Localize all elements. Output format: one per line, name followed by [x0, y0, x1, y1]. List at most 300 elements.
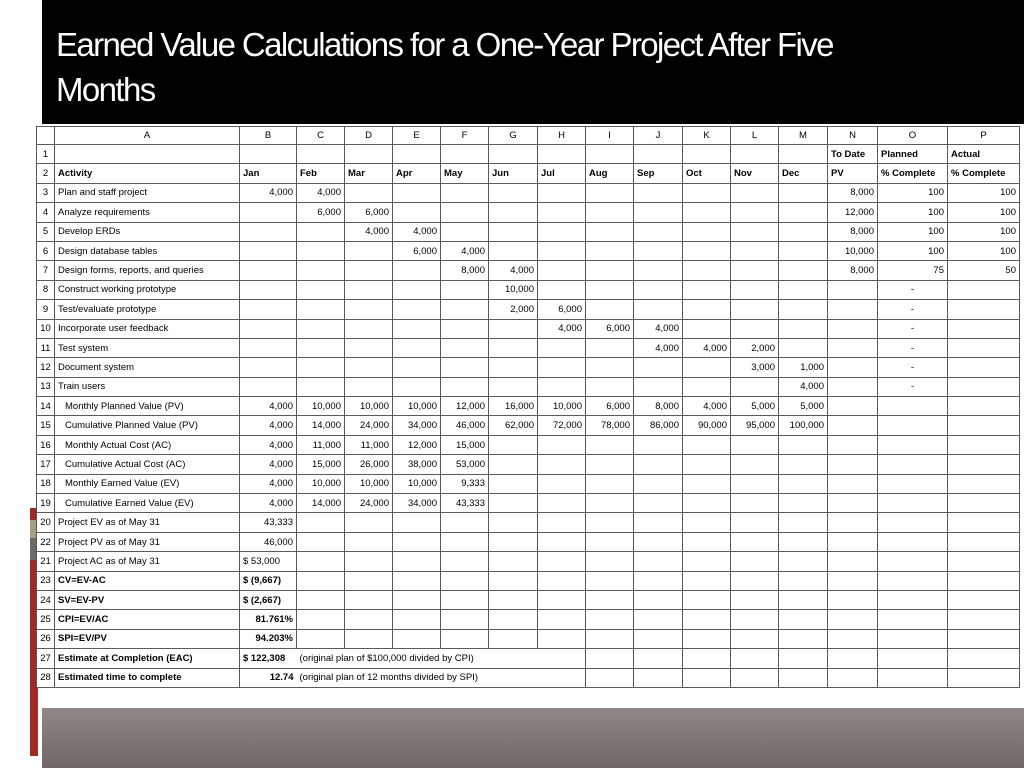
cell: [779, 261, 828, 280]
earned-value-spreadsheet: [36, 126, 1020, 688]
cell: [948, 513, 1020, 532]
cell: [441, 358, 489, 377]
cell: [731, 494, 779, 513]
cell: [683, 222, 731, 241]
cell: [586, 435, 634, 454]
cell: [948, 416, 1020, 435]
row-number: 19: [37, 494, 55, 513]
row-number: 23: [37, 571, 55, 590]
cell: [828, 513, 878, 532]
header-cell: [634, 145, 683, 164]
planned-complete: 100: [878, 203, 948, 222]
result-value: 81.761%: [240, 610, 297, 629]
cell: [538, 377, 586, 396]
cell: [441, 183, 489, 202]
planned-complete: 100: [878, 222, 948, 241]
cell: [393, 261, 441, 280]
cell: [779, 203, 828, 222]
cell: [731, 571, 779, 590]
cell: [731, 610, 779, 629]
cell: [948, 474, 1020, 493]
header-cell: [586, 145, 634, 164]
cell: 10,000: [345, 397, 393, 416]
cell: [634, 474, 683, 493]
cell: 4,000: [240, 494, 297, 513]
cell: 43,333: [441, 494, 489, 513]
cell: [779, 300, 828, 319]
cell: [731, 474, 779, 493]
result-label: Project PV as of May 31: [55, 532, 240, 551]
cell: 6,000: [297, 203, 345, 222]
header-cell: Jun: [489, 164, 538, 183]
to-date-pv: [828, 377, 878, 396]
result-value: $ (2,667): [240, 590, 297, 609]
cell: [683, 668, 731, 687]
cell: [878, 590, 948, 609]
actual-complete: [948, 377, 1020, 396]
summary-label: Monthly Earned Value (EV): [55, 474, 240, 493]
cell: [297, 338, 345, 357]
cell: [393, 338, 441, 357]
to-date-pv: [828, 338, 878, 357]
cell: [634, 455, 683, 474]
cell: [634, 552, 683, 571]
cell: [297, 629, 345, 648]
row-number: 10: [37, 319, 55, 338]
cell: 90,000: [683, 416, 731, 435]
cell: [828, 435, 878, 454]
cell: [779, 319, 828, 338]
cell: 15,000: [441, 435, 489, 454]
header-cell: Dec: [779, 164, 828, 183]
cell: [634, 280, 683, 299]
cell: [878, 668, 948, 687]
cell: [489, 203, 538, 222]
cell: [779, 571, 828, 590]
cell: 14,000: [297, 494, 345, 513]
activity-label: Design database tables: [55, 241, 240, 260]
activity-label: Test system: [55, 338, 240, 357]
result-value: 43,333: [240, 513, 297, 532]
cell: [538, 552, 586, 571]
cell: [878, 397, 948, 416]
cell: [441, 300, 489, 319]
cell: 72,000: [538, 416, 586, 435]
cell: [779, 513, 828, 532]
planned-complete: 100: [878, 183, 948, 202]
cell: [586, 203, 634, 222]
table-row: [37, 668, 1020, 687]
cell: [538, 494, 586, 513]
cell: [731, 377, 779, 396]
cell: [828, 629, 878, 648]
cell: [586, 494, 634, 513]
cell: [634, 590, 683, 609]
cell: [538, 571, 586, 590]
cell: [731, 261, 779, 280]
cell: [586, 261, 634, 280]
cell: [345, 571, 393, 590]
cell: [441, 610, 489, 629]
result-value: 94.203%: [240, 629, 297, 648]
cell: 4,000: [393, 222, 441, 241]
cell: [538, 629, 586, 648]
cell: [779, 668, 828, 687]
row-number: 27: [37, 649, 55, 668]
actual-complete: [948, 319, 1020, 338]
cell: [586, 280, 634, 299]
row-number: 15: [37, 416, 55, 435]
cell: [683, 319, 731, 338]
cell: 6,000: [538, 300, 586, 319]
table-row: [37, 571, 1020, 590]
header-cell: PV: [828, 164, 878, 183]
cell: 4,000: [240, 183, 297, 202]
table-row: [37, 435, 1020, 454]
cell: [240, 222, 297, 241]
cell: [731, 222, 779, 241]
barcode-stripes-icon: [22, 46, 40, 118]
row-number: 1: [37, 145, 55, 164]
cell: [240, 358, 297, 377]
cell: [634, 494, 683, 513]
actual-complete: [948, 280, 1020, 299]
activity-label: Develop ERDs: [55, 222, 240, 241]
table-row: [37, 145, 1020, 164]
actual-complete: [948, 358, 1020, 377]
row-number: 26: [37, 629, 55, 648]
cell: [297, 261, 345, 280]
cell: [441, 590, 489, 609]
row-number: 11: [37, 338, 55, 357]
cell: [779, 338, 828, 357]
cell: [441, 629, 489, 648]
cell: [297, 377, 345, 396]
cell: 100,000: [779, 416, 828, 435]
cell: 11,000: [297, 435, 345, 454]
cell: [779, 532, 828, 551]
cell: [297, 222, 345, 241]
cell: [634, 649, 683, 668]
column-header: I: [586, 127, 634, 145]
cell: 4,000: [240, 416, 297, 435]
cell: [634, 629, 683, 648]
header-cell: [731, 145, 779, 164]
table-row: [37, 300, 1020, 319]
cell: [586, 455, 634, 474]
cell: [538, 610, 586, 629]
cell: [489, 610, 538, 629]
planned-complete: -: [878, 377, 948, 396]
cell: [586, 241, 634, 260]
cell: [441, 280, 489, 299]
cell: [779, 222, 828, 241]
header-cell: [393, 145, 441, 164]
cell: [683, 532, 731, 551]
cell: [878, 552, 948, 571]
header-cell: % Complete: [878, 164, 948, 183]
cell: [779, 455, 828, 474]
column-header: B: [240, 127, 297, 145]
row-number: 24: [37, 590, 55, 609]
cell: 4,000: [240, 474, 297, 493]
slide-title: Earned Value Calculations for a One-Year Project After Five Months: [56, 26, 833, 108]
cell: [878, 649, 948, 668]
summary-label: Cumulative Planned Value (PV): [55, 416, 240, 435]
cell: [345, 532, 393, 551]
cell: [828, 571, 878, 590]
cell: 9,333: [441, 474, 489, 493]
actual-complete: 50: [948, 261, 1020, 280]
cell: [731, 668, 779, 687]
cell: [489, 571, 538, 590]
header-cell: [683, 145, 731, 164]
header-cell: Apr: [393, 164, 441, 183]
cell: 38,000: [393, 455, 441, 474]
cell: [393, 532, 441, 551]
cell: [297, 532, 345, 551]
cell: [538, 183, 586, 202]
to-date-pv: 10,000: [828, 241, 878, 260]
to-date-pv: [828, 358, 878, 377]
cell: [634, 183, 683, 202]
cell: [948, 610, 1020, 629]
cell: [731, 552, 779, 571]
cell: [297, 319, 345, 338]
cell: 14,000: [297, 416, 345, 435]
cell: 4,000: [441, 241, 489, 260]
cell: [297, 571, 345, 590]
cell: [441, 552, 489, 571]
table-row: [37, 377, 1020, 396]
column-letter-row: [37, 127, 1020, 145]
cell: [948, 649, 1020, 668]
cell: [683, 513, 731, 532]
cell: [634, 377, 683, 396]
cell: [586, 377, 634, 396]
header-cell: Oct: [683, 164, 731, 183]
result-label: CPI=EV/AC: [55, 610, 240, 629]
to-date-pv: [828, 280, 878, 299]
cell: 10,000: [538, 397, 586, 416]
cell: [586, 532, 634, 551]
header-cell: % Complete: [948, 164, 1020, 183]
table-row: [37, 552, 1020, 571]
cell: [345, 319, 393, 338]
row-number: 16: [37, 435, 55, 454]
cell: 4,000: [240, 397, 297, 416]
result-label: Estimate at Completion (EAC): [55, 649, 240, 668]
cell: 62,000: [489, 416, 538, 435]
header-cell: [441, 145, 489, 164]
cell: [828, 590, 878, 609]
table-row: [37, 164, 1020, 183]
table-row: [37, 222, 1020, 241]
cell: [948, 668, 1020, 687]
cell: [878, 532, 948, 551]
cell: [345, 610, 393, 629]
row-number: 21: [37, 552, 55, 571]
cell: [393, 280, 441, 299]
cell: [828, 397, 878, 416]
table-row: [37, 455, 1020, 474]
cell: [878, 455, 948, 474]
header-cell: [55, 145, 240, 164]
row-number: 12: [37, 358, 55, 377]
activity-label: Train users: [55, 377, 240, 396]
cell: [489, 629, 538, 648]
cell: [731, 319, 779, 338]
cell: [683, 455, 731, 474]
row-number: 4: [37, 203, 55, 222]
result-label: CV=EV-AC: [55, 571, 240, 590]
row-number: 5: [37, 222, 55, 241]
cell: 46,000: [441, 416, 489, 435]
cell: [240, 280, 297, 299]
cell: 24,000: [345, 416, 393, 435]
row-number: 20: [37, 513, 55, 532]
cell: [489, 358, 538, 377]
summary-label: Monthly Actual Cost (AC): [55, 435, 240, 454]
actual-complete: 100: [948, 222, 1020, 241]
actual-complete: 100: [948, 241, 1020, 260]
row-number: 3: [37, 183, 55, 202]
cell: [538, 435, 586, 454]
actual-complete: [948, 338, 1020, 357]
cell: 6,000: [586, 397, 634, 416]
table-row: [37, 649, 1020, 668]
cell: [948, 571, 1020, 590]
to-date-pv: [828, 300, 878, 319]
cell: [731, 280, 779, 299]
cell: [538, 532, 586, 551]
column-header: C: [297, 127, 345, 145]
header-cell: [779, 145, 828, 164]
cell: [731, 300, 779, 319]
cell: 8,000: [441, 261, 489, 280]
cell: [683, 552, 731, 571]
cell: [634, 571, 683, 590]
cell: [441, 532, 489, 551]
cell: [345, 300, 393, 319]
cell: [634, 358, 683, 377]
cell: [948, 590, 1020, 609]
result-note: (original plan of 12 months divided by SPI): [297, 668, 586, 687]
cell: [828, 532, 878, 551]
cell: [683, 649, 731, 668]
row-number: 28: [37, 668, 55, 687]
cell: [683, 300, 731, 319]
cell: [731, 513, 779, 532]
table-row: [37, 397, 1020, 416]
cell: [634, 532, 683, 551]
cell: [393, 319, 441, 338]
cell: [948, 455, 1020, 474]
cell: [731, 455, 779, 474]
cell: [683, 435, 731, 454]
row-number: 2: [37, 164, 55, 183]
activity-label: Document system: [55, 358, 240, 377]
cell: [586, 590, 634, 609]
cell: [878, 629, 948, 648]
actual-complete: 100: [948, 183, 1020, 202]
footer-band: [42, 708, 1024, 768]
cell: [828, 416, 878, 435]
cell: [683, 358, 731, 377]
column-header: M: [779, 127, 828, 145]
column-header: P: [948, 127, 1020, 145]
table-row: [37, 474, 1020, 493]
row-number: 7: [37, 261, 55, 280]
cell: [297, 300, 345, 319]
cell: [393, 513, 441, 532]
cell: [489, 241, 538, 260]
header-cell: Aug: [586, 164, 634, 183]
cell: [345, 552, 393, 571]
summary-label: Cumulative Actual Cost (AC): [55, 455, 240, 474]
cell: [779, 552, 828, 571]
cell: [393, 610, 441, 629]
cell: [586, 610, 634, 629]
table-row: [37, 203, 1020, 222]
cell: [393, 571, 441, 590]
cell: [538, 261, 586, 280]
cell: [634, 610, 683, 629]
cell: [297, 610, 345, 629]
cell: 26,000: [345, 455, 393, 474]
table-row: [37, 280, 1020, 299]
column-header: G: [489, 127, 538, 145]
cell: [489, 338, 538, 357]
result-label: Project AC as of May 31: [55, 552, 240, 571]
column-header: F: [441, 127, 489, 145]
column-header: J: [634, 127, 683, 145]
cell: [828, 610, 878, 629]
cell: 10,000: [297, 397, 345, 416]
planned-complete: -: [878, 338, 948, 357]
cell: [948, 397, 1020, 416]
cell: [441, 222, 489, 241]
cell: [586, 183, 634, 202]
cell: [948, 552, 1020, 571]
cell: 10,000: [489, 280, 538, 299]
cell: [345, 377, 393, 396]
cell: [393, 629, 441, 648]
cell: [731, 241, 779, 260]
result-value: $ 122,308: [240, 649, 297, 668]
cell: [779, 280, 828, 299]
header-cell: [345, 145, 393, 164]
row-number: 8: [37, 280, 55, 299]
cell: 16,000: [489, 397, 538, 416]
to-date-pv: 8,000: [828, 222, 878, 241]
cell: [634, 241, 683, 260]
cell: [489, 183, 538, 202]
column-header: D: [345, 127, 393, 145]
cell: [393, 377, 441, 396]
header-cell: Nov: [731, 164, 779, 183]
cell: [297, 552, 345, 571]
cell: [586, 513, 634, 532]
table-row: [37, 629, 1020, 648]
result-label: SV=EV-PV: [55, 590, 240, 609]
cell: 34,000: [393, 494, 441, 513]
cell: [586, 629, 634, 648]
cell: [878, 494, 948, 513]
cell: [441, 319, 489, 338]
cell: [345, 590, 393, 609]
planned-complete: -: [878, 280, 948, 299]
